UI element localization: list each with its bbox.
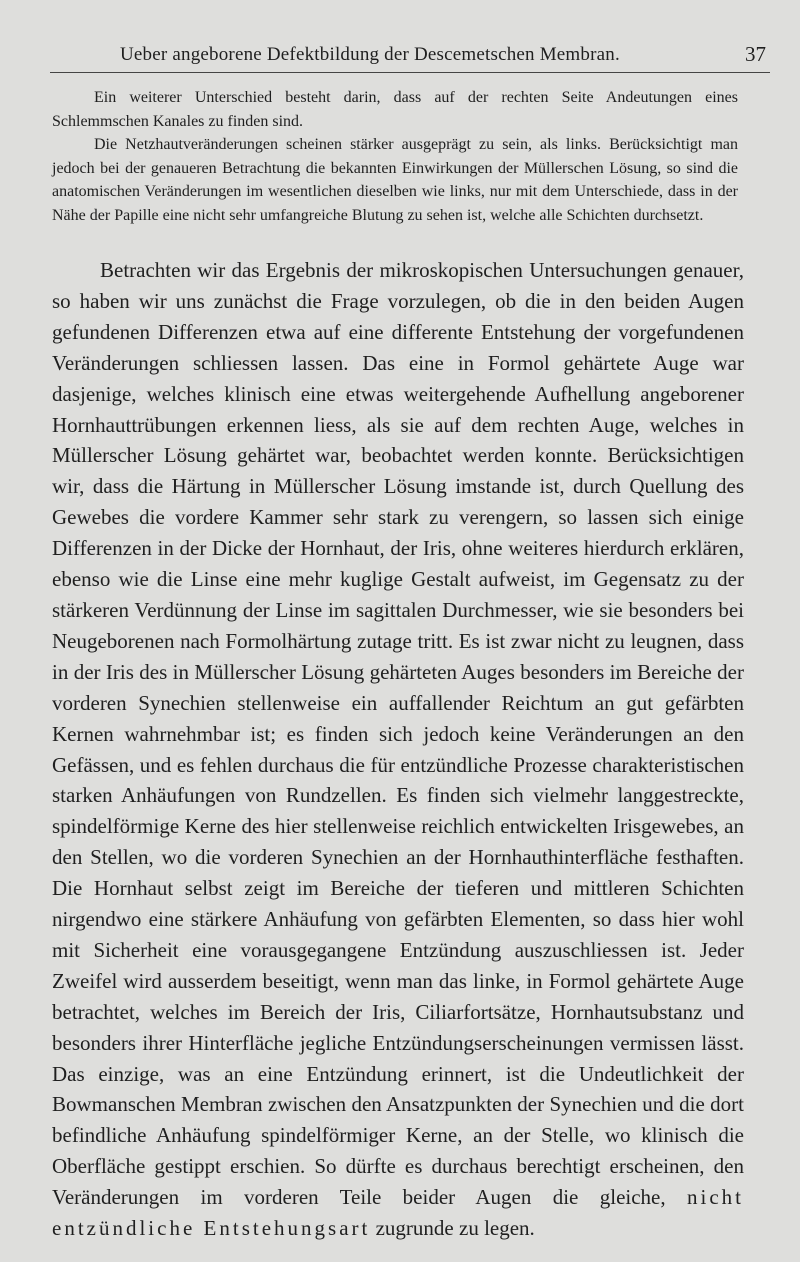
running-title: Ueber angeborene Defektbildung der Descemetschen Membran. bbox=[120, 44, 620, 65]
main-body-text: Betrachten wir das Ergebnis der mikroskopischen Untersuchungen genauer, so haben wir uns zunächst die Frage vorzulegen, ob die in den beiden Augen gefundenen Differenzen etwa auf eine differente Entstehung der vorgefundenen Veränderungen schliessen lassen. Das eine in Formol gehärtete Auge war dasjenige, welches klinisch eine etwas weitergehende Aufhellung angeborener Hornhauttrübungen erkennen liess, als sie auf dem rechten Auge, welches in Müllerscher Lösung gehärtet war, beobachtet werden konnte. Berücksichtigen wir, dass die Härtung in Müllerscher Lösung imstande ist, durch Quellung des Gewebes die vordere Kammer sehr stark zu verengern, so lassen sich einige Differenzen in der Dicke der Hornhaut, der Iris, ohne weiteres hierdurch erklären, ebenso wie die Linse eine mehr kuglige Gestalt aufweist, im Gegensatz zu der stärkeren Verdünnung der Linse im sagittalen Durchmesser, wie sie besonders bei Neugeborenen nach Formolhärtung zutage tritt. Es ist zwar nicht zu leugnen, dass in der Iris des in Müllerscher Lösung gehärteten Auges besonders im Bereiche der vorderen Synechien stellenweise ein auffallender Reichtum an gut gefärbten Kernen wahrnehmbar ist; es finden sich jedoch keine Veränderungen an den Gefässen, und es fehlen durchaus die für entzündliche Prozesse charakteristischen starken Anhäufungen von Rundzellen. Es finden sich vielmehr langgestreckte, spindelförmige Kerne des hier stellenweise reichlich entwickelten Irisgewebes, an den Stellen, wo die vorderen Synechien an der Hornhauthinterfläche festhaften. Die Hornhaut selbst zeigt im Bereiche der tieferen und mittleren Schichten nirgendwo eine stärkere Anhäufung von gefärbten Elementen, so dass hier wohl mit Sicherheit eine vorausgegangene Entzündung auszuschliessen ist. Jeder Zweifel wird ausserdem beseitigt, wenn man das linke, in Formol gehärtete Auge betrachtet, welches im Bereich der Iris, Ciliarfortsätze, Hornhautsubstanz und besonders ihrer Hinterfläche jegliche Entzündungserscheinungen vermissen lässt. Das einzige, was an eine Entzündung erinnert, ist die Undeutlichkeit der Bowmanschen Membran zwischen den Ansatzpunkten der Synechien und die dort befindliche Anhäufung spindelförmiger Kerne, an der Stelle, wo klinisch die Oberfläche gestippt erschien. So dürfte es durchaus berechtigt erscheinen, den Veränderungen im vorderen Teile beider Augen die gleiche, bbox=[52, 258, 744, 1210]
small-print-paragraph: Die Netzhautveränderungen scheinen stärker ausgeprägt zu sein, als links. Berücksichtigt man jedoch bei der genaueren Betrachtung die bekannten Einwirkungen der Müllerschen Lösung, so sind die anatomischen Veränderungen im wesentlichen dieselben wie links, nur mit dem Unterschiede, dass in der Nähe der Papille eine nicht sehr umfangreiche Blutung zu sehen ist, welche alle Schichten durchsetzt. bbox=[52, 136, 738, 224]
page-number: 37 bbox=[745, 42, 766, 66]
small-print-paragraph: Ein weiterer Unterschied besteht darin, dass auf der rechten Seite Andeutungen eines Schlemmschen Kanales zu finden sind. bbox=[52, 89, 738, 130]
small-print-section bbox=[52, 86, 738, 227]
page-header bbox=[50, 42, 770, 73]
emphasized-phrase: nicht entzündliche Entstehungsart bbox=[52, 1185, 745, 1241]
paragraph-ending: zugrunde zu legen. bbox=[375, 1216, 535, 1241]
main-text-section bbox=[52, 255, 744, 1244]
main-paragraph bbox=[52, 255, 744, 1244]
